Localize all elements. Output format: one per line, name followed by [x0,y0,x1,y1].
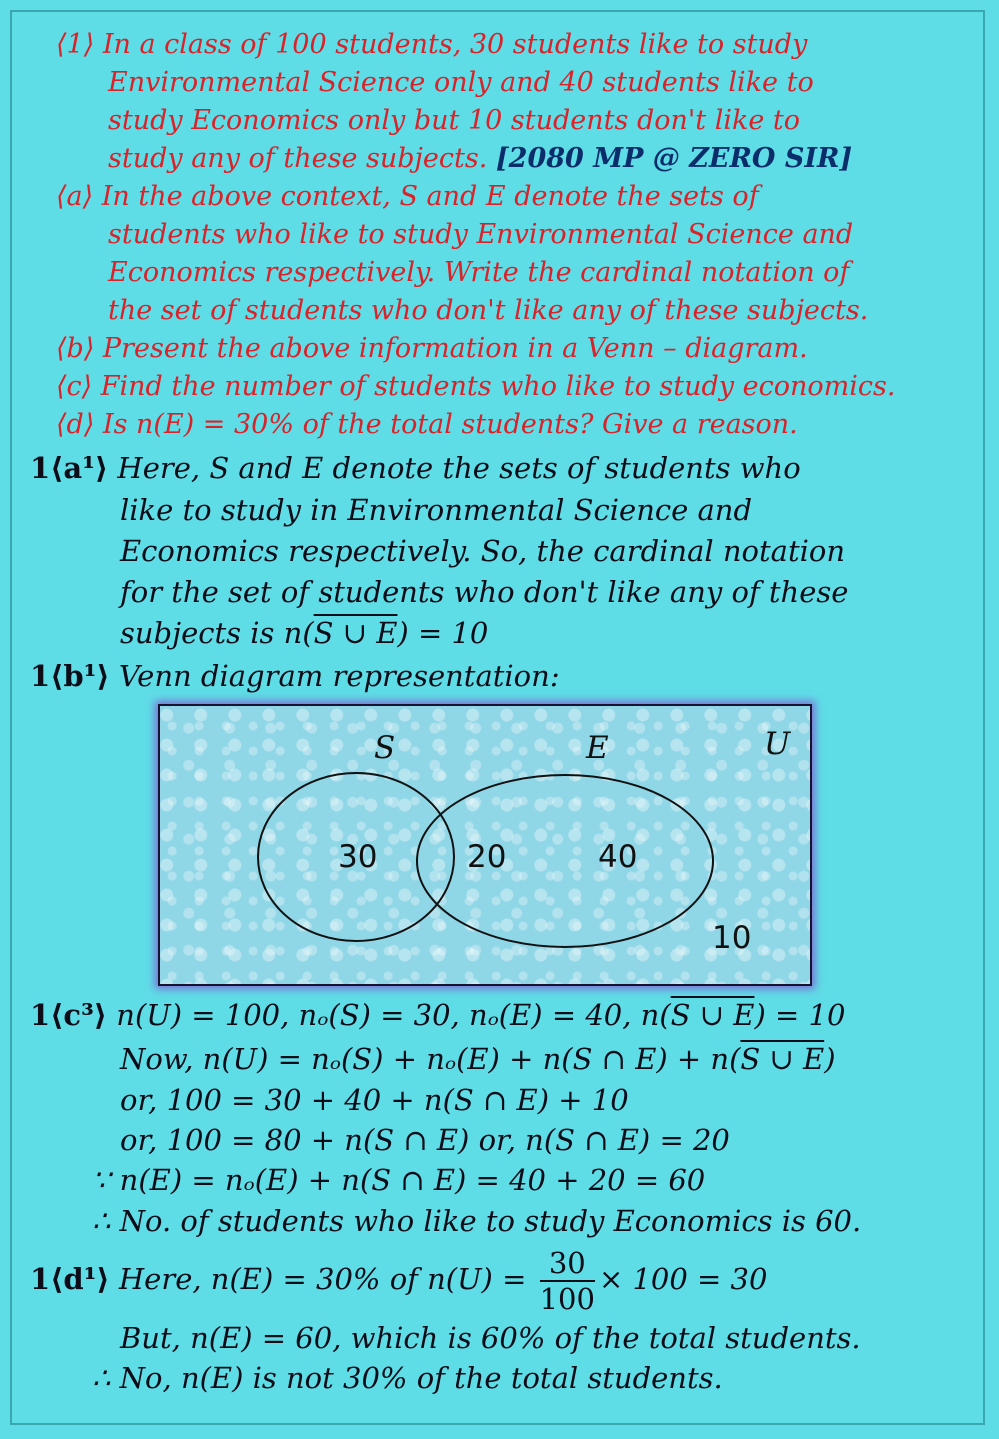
part-a-line-4: the set of students who don't like any of these subjects. [108,295,869,326]
answer-c-label: 1⟨c³⟩ [30,998,108,1032]
fraction-numerator: 30 [540,1246,595,1282]
answer-c-line-3: or, 100 = 30 + 40 + n(S ∩ E) + 10 [120,1083,629,1117]
set-e-circle [417,775,713,947]
answer-d-line-3: ∴ No, n(E) is not 30% of the total students. [92,1361,723,1395]
answer-a-line-3: Economics respectively. So, the cardinal notation [120,534,846,568]
question-line-1: ⟨1⟩ In a class of 100 students, 30 students like to study [56,29,808,60]
answer-c-line-5: ∵ n(E) = nₒ(E) + n(S ∩ E) = 40 + 20 = 60 [92,1163,706,1197]
answer-c-line-4: or, 100 = 80 + n(S ∩ E) or, n(S ∩ E) = 20 [120,1123,730,1157]
answer-b-label: 1⟨b¹⟩ [30,659,110,693]
fraction [540,1246,595,1316]
universe-label: U [764,726,791,762]
part-d-question: ⟨d⟩ Is n(E) = 30% of the total students? Give a reason. [56,409,798,440]
answer-c-formula-end: ) [824,1042,836,1076]
answer-a-complement: S ∪ E [313,616,398,650]
answer-b-text: Venn diagram representation: [118,659,560,693]
part-a-line-2: students who like to study Environmental Science and [108,219,854,250]
answer-c-complement-2: S ∪ E [740,1042,825,1076]
answer-d-label: 1⟨d¹⟩ [30,1262,110,1296]
answer-b-line [30,656,560,696]
source-tag: [2080 MP @ ZERO SIR] [495,143,853,174]
part-c-question: ⟨c⟩ Find the number of students who like to study economics. [56,371,896,402]
set-e-label: E [586,730,609,766]
answer-c-complement-1: S ∪ E [670,998,755,1032]
venn-diagram [158,704,812,986]
answer-c-line-1 [30,995,845,1035]
answer-a-line-2: like to study in Environmental Science and [120,493,753,527]
set-s-label: S [374,730,396,766]
neither-value: 10 [712,920,752,956]
answer-a-line-5 [120,613,488,653]
answer-c-line-2 [120,1039,836,1079]
answer-d-line-2: But, n(E) = 60, which is 60% of the total students. [120,1321,861,1355]
answer-d-line-1 [30,1244,767,1316]
answer-a-prefix: subjects is n( [120,616,314,650]
question-line-4-text: study any of these subjects. [108,143,488,174]
answer-a-label: 1⟨a¹⟩ [30,451,109,485]
question-line-2: Environmental Science only and 40 students like to [108,67,814,98]
part-b-question: ⟨b⟩ Present the above information in a Venn – diagram. [56,333,808,364]
answer-a-suffix: ) = 10 [397,616,489,650]
fraction-denominator: 100 [539,1282,595,1316]
answer-c-line-6: ∴ No. of students who like to study Economics is 60. [92,1204,862,1238]
question-line-3: study Economics only but 10 students don't like to [108,105,801,136]
part-a-line-3: Economics respectively. Write the cardinal notation of [108,257,850,288]
answer-c-given: n(U) = 100, nₒ(S) = 30, nₒ(E) = 40, n( [116,998,671,1032]
answer-d-result: × 100 = 30 [598,1262,768,1296]
only-s-value: 30 [338,839,378,875]
answer-d-text: Here, n(E) = 30% of n(U) = [118,1262,536,1296]
question-line-4 [108,140,852,178]
only-e-value: 40 [598,839,638,875]
answer-c-given-end: ) = 10 [754,998,846,1032]
answer-a-line-1 [30,448,801,488]
answer-a-line-4: for the set of students who don't like any of these [120,575,849,609]
answer-a-text-1: Here, S and E denote the sets of students who [117,451,801,485]
answer-c-formula: Now, n(U) = nₒ(S) + nₒ(E) + n(S ∩ E) + n( [120,1042,741,1076]
intersection-value: 20 [467,839,507,875]
part-a-line-1: ⟨a⟩ In the above context, S and E denote the sets of [56,181,759,212]
